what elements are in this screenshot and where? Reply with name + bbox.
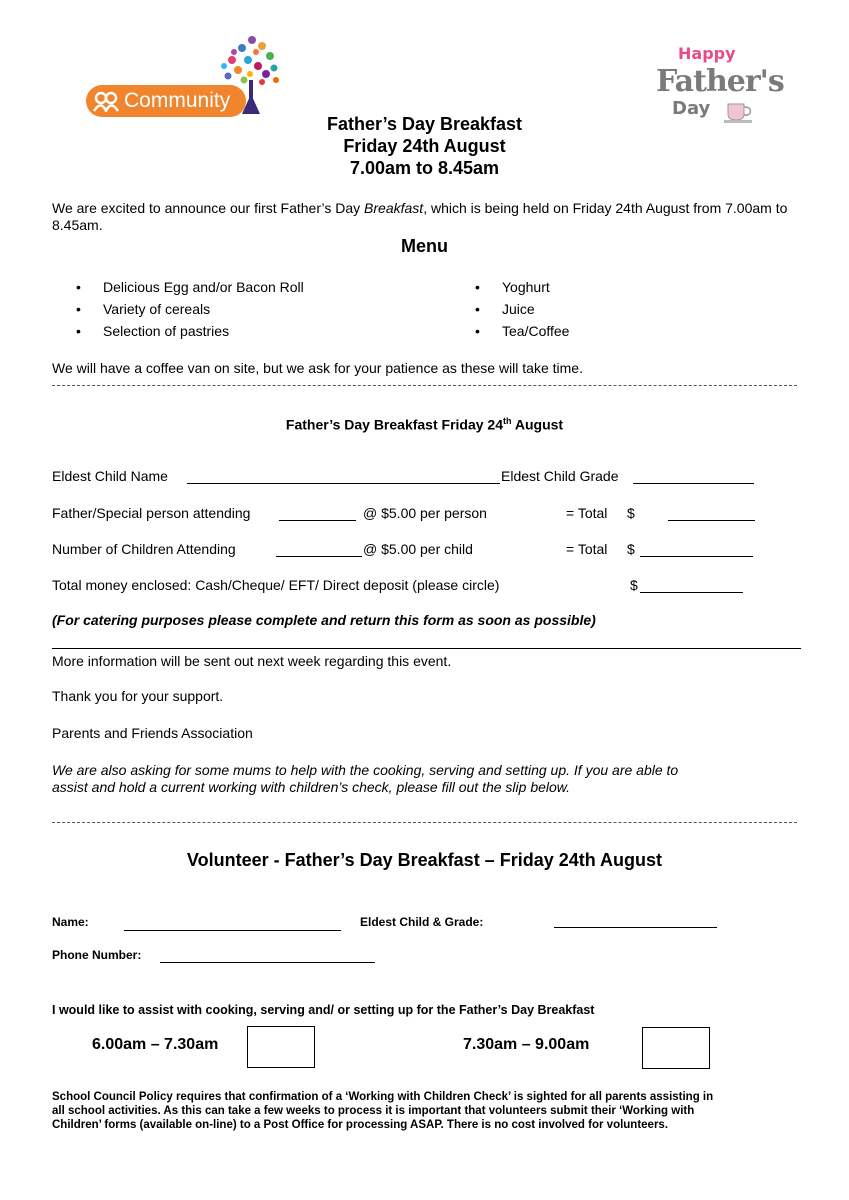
mums-request-line2: assist and hold a current working with children’s check, please fill out the slip below.: [52, 779, 571, 795]
volunteer-child-grade-field[interactable]: [554, 927, 717, 928]
event-header: [0, 113, 849, 179]
menu-list-left: [76, 276, 304, 342]
event-title: Father’s Day Breakfast: [326, 114, 523, 134]
thanks-text: Thank you for your support.: [52, 688, 224, 704]
volunteer-child-grade-label: Eldest Child & Grade:: [360, 915, 484, 929]
money-enclosed-label: Total money enclosed: Cash/Cheque/ EFT/ Direct deposit (please circle): [52, 577, 500, 593]
volunteer-name-label: Name:: [52, 915, 89, 929]
slot1-label: 6.00am – 7.30am: [92, 1036, 219, 1053]
policy-note: [52, 1090, 802, 1132]
list-item: • Selection of pastries: [76, 320, 304, 342]
menu-list-right: [475, 276, 569, 342]
menu-title: Menu: [401, 236, 448, 256]
money-dollar-label: $: [630, 577, 638, 593]
children-total-field[interactable]: [640, 556, 753, 557]
cut-line: [52, 822, 797, 823]
cut-line: [52, 385, 797, 386]
children-attending-field[interactable]: [276, 556, 362, 557]
fathers-day-logo-mid: Father's: [656, 64, 784, 99]
list-item: • Juice: [475, 298, 569, 320]
event-time: 7.00am to 8.45am: [349, 158, 500, 178]
intro-text-before: We are excited to announce our first Father’s Day: [52, 200, 365, 216]
policy-line2: all school activities. As this can take a few weeks to process it is important that volunteers submit their ‘Working with: [52, 1105, 695, 1117]
fathers-day-logo-top: Happy: [678, 44, 736, 63]
intro-paragraph: [52, 200, 792, 234]
form-title: Father’s Day Breakfast Friday 24th August: [285, 416, 564, 433]
slot2-checkbox[interactable]: [642, 1027, 710, 1069]
eldest-child-name-label: Eldest Child Name: [52, 468, 168, 484]
slot1-checkbox[interactable]: [247, 1026, 315, 1068]
community-logo-text: Community: [124, 89, 231, 112]
volunteer-name-field[interactable]: [124, 930, 341, 931]
money-enclosed-field[interactable]: [640, 592, 743, 593]
children-attending-label: Number of Children Attending: [52, 541, 236, 557]
mums-request-line1: We are also asking for some mums to help with the cooking, serving and setting up. If you are able to: [52, 762, 679, 778]
intro-emphasis: Breakfast: [364, 200, 424, 216]
list-item: • Tea/Coffee: [475, 320, 569, 342]
list-item: • Variety of cereals: [76, 298, 304, 320]
father-total-field[interactable]: [668, 520, 755, 521]
list-item: • Yoghurt: [475, 276, 569, 298]
fathers-day-logo-bottom: Day: [672, 98, 711, 119]
volunteer-phone-field[interactable]: [160, 962, 375, 963]
event-date: Friday 24th August: [343, 136, 506, 156]
community-logo: [86, 30, 286, 125]
slot2-label: 7.30am – 9.00am: [463, 1036, 590, 1053]
people-icon: [92, 90, 120, 112]
policy-line1: School Council Policy requires that confirmation of a ‘Working with Children Check’ is sighted for all parents assisting in: [52, 1091, 714, 1103]
policy-line3: Children’ forms (available on-line) to a Post Office for processing ASAP. There is no cost involved for volunteers.: [52, 1119, 669, 1131]
divider: [52, 648, 801, 649]
children-price-label: @ $5.00 per child: [363, 541, 473, 557]
catering-note: (For catering purposes please complete and return this form as soon as possible): [52, 612, 596, 628]
father-total-label: = Total: [566, 505, 608, 521]
father-attending-label: Father/Special person attending: [52, 505, 251, 521]
eldest-child-grade-label: Eldest Child Grade: [501, 468, 619, 484]
more-info-text: More information will be sent out next week regarding this event.: [52, 653, 452, 669]
assist-text: I would like to assist with cooking, serving and/ or setting up for the Father’s Day Breakfast: [52, 1003, 595, 1017]
father-price-label: @ $5.00 per person: [363, 505, 487, 521]
father-attending-field[interactable]: [279, 520, 356, 521]
father-dollar-label: $: [627, 505, 635, 521]
eldest-child-grade-field[interactable]: [633, 483, 754, 484]
list-item: • Delicious Egg and/or Bacon Roll: [76, 276, 304, 298]
children-total-label: = Total: [566, 541, 608, 557]
association-text: Parents and Friends Association: [52, 725, 253, 741]
eldest-child-name-field[interactable]: [187, 483, 500, 484]
intro-text-after: , which is being held on Friday 24th August from 7.00am to 8.45am.: [52, 200, 788, 233]
children-dollar-label: $: [627, 541, 635, 557]
coffee-note: We will have a coffee van on site, but we ask for your patience as these will take time.: [52, 360, 583, 376]
volunteer-title: Volunteer - Father’s Day Breakfast – Friday 24th August: [186, 850, 663, 870]
volunteer-phone-label: Phone Number:: [52, 948, 142, 962]
